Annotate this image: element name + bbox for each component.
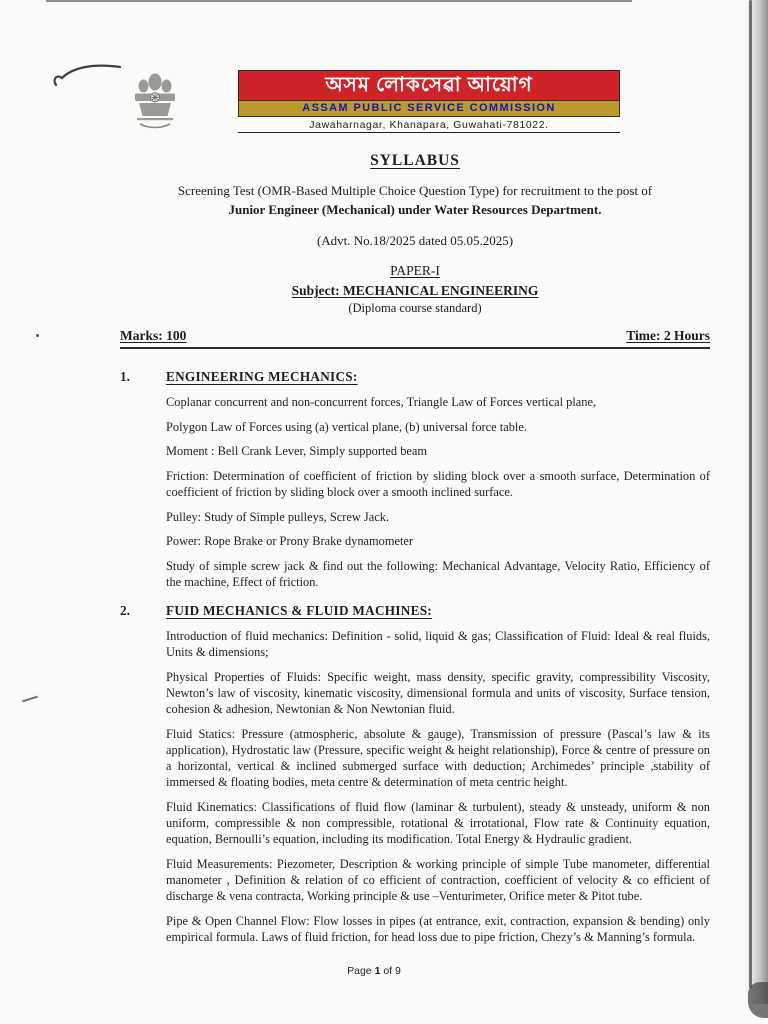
page-number: 1 (374, 965, 381, 977)
subject-label: Subject: MECHANICAL ENGINEERING (291, 283, 539, 298)
apsc-emblem-icon (128, 72, 184, 137)
document-body (0, 152, 768, 945)
syllabus-paragraph: Introduction of fluid mechanics: Definition - solid, liquid & gas; Classification of Fluid: Ideal & real fluids, Units & dimensions; (166, 629, 710, 660)
scan-edge-right-shadow (744, 0, 768, 1004)
marks-label: Marks: 100 (120, 328, 187, 343)
syllabus-paragraph: Pipe & Open Channel Flow: Flow losses in pipes (at entrance, exit, contraction, expansion & bending) only empirical formula. Laws of fluid friction, for head loss due to pipe friction, Chezy’s & Manning’s formula. (166, 913, 710, 944)
section-number: 1. (120, 369, 130, 384)
section-engineering-mechanics (120, 369, 710, 590)
pen-mark (50, 58, 124, 90)
org-address: Jawaharnagar, Khanapara, Guwahati-781022. (238, 117, 620, 133)
page-number-suffix: of 9 (383, 965, 401, 977)
section-heading: FUID MECHANICS & FLUID MACHINES: (166, 603, 433, 619)
page-footer (0, 965, 748, 977)
paper-label: PAPER-I (390, 263, 440, 278)
syllabus-paragraph: Friction: Determination of coefficient of friction by sliding block over a smooth surface, Determination of coefficient of friction by sliding block over a smooth inclined surface. (166, 468, 710, 499)
section-fluid-mechanics (120, 603, 710, 945)
org-name-assamese: অসম লোকসেৱা আয়োগ (238, 70, 620, 101)
syllabus-paragraph: Pulley: Study of Simple pulleys, Screw Jack. (166, 509, 390, 524)
marks-time-row (120, 328, 710, 349)
syllabus-paragraph: Polygon Law of Forces using (a) vertical plane, (b) universal force table. (166, 419, 527, 434)
pen-dot-mark (36, 334, 39, 337)
intro-line-1: Screening Test (OMR-Based Multiple Choice Question Type) for recruitment to the post of (177, 183, 653, 198)
time-label: Time: 2 Hours (626, 328, 710, 343)
scan-edge-top (46, 0, 632, 2)
syllabus-paragraph: Moment : Bell Crank Lever, Simply supported beam (166, 444, 428, 459)
section-heading: ENGINEERING MECHANICS: (166, 369, 358, 384)
syllabus-paragraph: Power: Rope Brake or Prony Brake dynamometer (166, 534, 414, 549)
course-standard: (Diploma course standard) (348, 301, 482, 315)
scan-edge-right-line (749, 0, 752, 988)
page-number-prefix: Page (347, 965, 372, 977)
intro-line-2: Junior Engineer (Mechanical) under Water Resources Department. (228, 202, 602, 217)
syllabus-paragraph: Coplanar concurrent and non-concurrent forces, Triangle Law of Forces vertical plane, (166, 395, 597, 409)
section-number: 2. (120, 603, 130, 619)
org-name-english: ASSAM PUBLIC SERVICE COMMISSION (238, 101, 620, 117)
syllabus-paragraph: Study of simple screw jack & find out the following: Mechanical Advantage, Velocity Ratio, Efficiency of the machine, Effect of friction. (166, 558, 710, 589)
scan-corner-bottom-right (748, 982, 768, 1018)
document-title: SYLLABUS (370, 152, 460, 169)
advertisement-reference: (Advt. No.18/2025 dated 05.05.2025) (316, 233, 514, 248)
syllabus-paragraph: Fluid Statics: Pressure (atmospheric, absolute & gauge), Transmission of pressure (Pascal’s law & its application), Hydrostatic law (Pressure, specific weight & height relationship), Force & centre of pressure on a horizontal, vertical & inclined submerged surface with deduction; Archimedes’ principle ,stability of immersed & floating bodies, meta centre & determination of meta centric height. (166, 726, 710, 790)
syllabus-paragraph: Fluid Kinematics: Classifications of fluid flow (laminar & turbulent), steady & unsteady, uniform & non uniform, compressible & non compressible, rotational & irrotational, Flow rate & Continuity equation, equation, Bernoulli’s equation, including its modification. Total Energy & Hydraulic gradient. (166, 799, 710, 846)
commission-banner (238, 70, 620, 133)
syllabus-paragraph: Physical Properties of Fluids: Specific weight, mass density, specific gravity, compressibility Viscosity, Newton’s law of viscosity, kinematic viscosity, dimensional formula and units of viscosity, Surface tension, cohesion & adhesion, Newtonian & Non Newtonian fluid. (166, 669, 710, 717)
syllabus-paragraph: Fluid Measurements: Piezometer, Description & working principle of simple Tube manometer, differential manometer , Definition & relation of co efficient of contraction, coefficient of velocity & co efficient of discharge & vena contracta, Working principle & use –Venturimeter, Orifice meter & Pitot tube. (166, 856, 710, 903)
